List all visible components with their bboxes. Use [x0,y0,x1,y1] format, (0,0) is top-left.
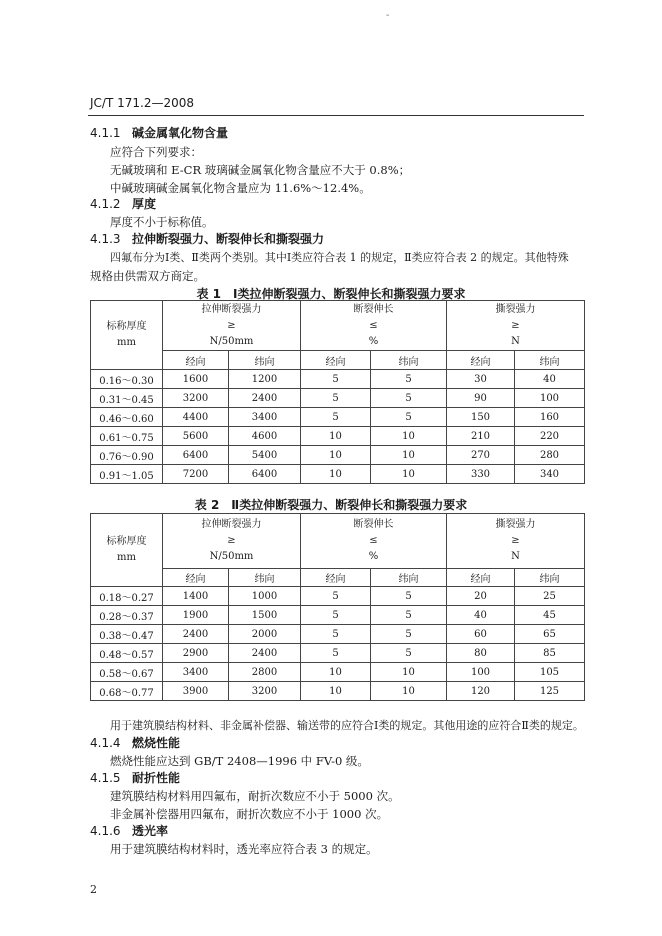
table-row [91,370,585,389]
header-label: 标称厚度 [106,536,147,547]
value-cell: 5 [371,389,447,408]
paragraph: 用于建筑膜结构材料、非金属补偿器、输送带的应符合Ⅰ类的规定。其他用途的应符合Ⅱ类的规定。 [110,719,584,732]
thickness-cell: 0.18～0.27 [91,587,163,606]
value-cell: 1600 [163,370,229,389]
thickness-cell: 0.16～0.30 [91,370,163,389]
table-row [91,427,585,446]
header-label: 断裂伸长 [353,519,394,530]
table-row [91,606,585,625]
section-heading-4-1-4 [90,734,180,751]
header-tear [447,301,585,351]
header-label: 拉伸断裂强力 [201,519,262,530]
header-unit: N/50mm [209,335,254,347]
value-cell: 1900 [163,606,229,625]
thickness-cell: 0.48～0.57 [91,644,163,663]
header-unit: mm [117,552,136,563]
header-label: 断裂伸长 [353,303,394,315]
value-cell: 340 [515,465,585,484]
header-tensile [163,514,301,569]
top-mark: - [386,10,390,21]
section-heading-4-1-6 [90,822,168,839]
thickness-cell: 0.76～0.90 [91,446,163,465]
value-cell: 85 [515,644,585,663]
value-cell: 270 [447,446,515,465]
value-cell: 2400 [229,389,301,408]
section-heading-4-1-3 [90,230,324,247]
value-cell: 120 [447,682,515,701]
header-symbol: ≥ [227,535,236,546]
value-cell: 2400 [163,625,229,644]
value-cell: 10 [301,427,371,446]
header-symbol: ≥ [511,535,520,546]
value-cell: 40 [447,606,515,625]
section-heading-4-1-2 [90,195,156,212]
value-cell: 10 [301,446,371,465]
paragraph: 建筑膜结构材料用四氟布，耐折次数应不小于 5000 次。 [110,789,400,803]
table-row [91,644,585,663]
value-cell: 1400 [163,587,229,606]
value-cell: 65 [515,625,585,644]
thickness-cell: 0.68～0.77 [91,682,163,701]
page-number: 2 [90,883,97,896]
section-heading-4-1-1 [90,124,228,141]
paragraph: 厚度不小于标称值。 [110,215,214,229]
value-cell: 4400 [163,408,229,427]
value-cell: 150 [447,408,515,427]
table-row [91,625,585,644]
subheader-warp: 经向 [163,351,229,370]
table-row [91,389,585,408]
section-number: 4.1.5 [90,771,121,785]
value-cell: 60 [447,625,515,644]
value-cell: 5 [301,606,371,625]
header-symbol: ≥ [511,319,520,331]
value-cell: 10 [301,682,371,701]
header-unit: N [511,335,520,347]
value-cell: 100 [447,663,515,682]
header-unit: % [368,335,379,347]
table-row [91,663,585,682]
section-title: 拉伸断裂强力、断裂伸长和撕裂强力 [132,232,325,246]
header-unit: mm [117,337,136,348]
thickness-cell: 0.38～0.47 [91,625,163,644]
value-cell: 3200 [229,682,301,701]
value-cell: 4600 [229,427,301,446]
thickness-cell: 0.31～0.45 [91,389,163,408]
value-cell: 1000 [229,587,301,606]
section-number: 4.1.6 [90,824,121,838]
value-cell: 220 [515,427,585,446]
value-cell: 10 [371,427,447,446]
value-cell: 40 [515,370,585,389]
value-cell: 10 [371,465,447,484]
value-cell: 30 [447,370,515,389]
value-cell: 125 [515,682,585,701]
value-cell: 3400 [229,408,301,427]
value-cell: 10 [371,446,447,465]
header-label: 撕裂强力 [495,303,536,315]
value-cell: 3900 [163,682,229,701]
subheader-warp: 经向 [447,569,515,587]
table-row [91,587,585,606]
section-title: 碱金属氧化物含量 [132,126,229,140]
header-unit: N [511,551,520,562]
value-cell: 280 [515,446,585,465]
header-thickness [91,301,163,370]
subheader-warp: 经向 [447,351,515,370]
value-cell: 210 [447,427,515,446]
value-cell: 10 [301,465,371,484]
subheader-weft: 纬向 [515,569,585,587]
thickness-cell: 0.28～0.37 [91,606,163,625]
subheader-weft: 纬向 [371,351,447,370]
section-number: 4.1.4 [90,736,121,750]
value-cell: 45 [515,606,585,625]
thickness-cell: 0.61～0.75 [91,427,163,446]
header-elongation [301,514,447,569]
subheader-weft: 纬向 [371,569,447,587]
header-elongation [301,301,447,351]
value-cell: 80 [447,644,515,663]
value-cell: 5 [371,644,447,663]
value-cell: 5 [301,644,371,663]
table-row [91,465,585,484]
value-cell: 2400 [229,644,301,663]
table2 [90,513,585,701]
section-title: 透光率 [132,824,169,838]
value-cell: 5 [301,370,371,389]
header-label: 撕裂强力 [495,519,536,530]
value-cell: 10 [371,663,447,682]
value-cell: 105 [515,663,585,682]
paragraph: 用于建筑膜结构材料时，透光率应符合表 3 的规定。 [110,842,378,856]
paragraph: 四氟布分为Ⅰ类、Ⅱ类两个类别。其中Ⅰ类应符合表 1 的规定，Ⅱ类应符合表 2 的规定。其他特殊 [110,251,569,264]
value-cell: 5600 [163,427,229,446]
section-title: 厚度 [132,197,157,211]
header-symbol: ≤ [369,535,378,546]
value-cell: 2000 [229,625,301,644]
paragraph: 应符合下列要求： [110,145,202,159]
value-cell: 10 [301,663,371,682]
header-tear [447,514,585,569]
header-unit: % [368,551,379,562]
value-cell: 6400 [163,446,229,465]
thickness-cell: 0.46～0.60 [91,408,163,427]
thickness-cell: 0.58～0.67 [91,663,163,682]
table-row [91,408,585,427]
value-cell: 5 [371,587,447,606]
header-thickness [91,514,163,587]
value-cell: 2900 [163,644,229,663]
subheader-warp: 经向 [163,569,229,587]
table-row [91,446,585,465]
paragraph: 无碱玻璃和 E-CR 玻璃碱金属氧化物含量应不大于 0.8%； [110,163,411,177]
subheader-warp: 经向 [301,569,371,587]
header-symbol: ≤ [369,319,378,331]
paragraph: 燃烧性能应达到 GB/T 2408—1996 中 FV-0 级。 [110,754,369,768]
header-unit: N/50mm [209,551,254,562]
table1-caption: 表 1 Ⅰ类拉伸断裂强力、断裂伸长和撕裂强力要求 [196,287,466,301]
section-heading-4-1-5 [90,769,180,786]
header-label: 标称厚度 [106,321,147,332]
section-title: 耐折性能 [132,771,181,785]
value-cell: 5 [301,408,371,427]
value-cell: 5 [301,587,371,606]
table2-caption: 表 2 Ⅱ类拉伸断裂强力、断裂伸长和撕裂强力要求 [194,498,468,512]
subheader-weft: 纬向 [229,569,301,587]
table-row [91,682,585,701]
value-cell: 5 [301,625,371,644]
table1 [90,300,585,484]
value-cell: 330 [447,465,515,484]
header-rule [88,115,584,116]
header-symbol: ≥ [227,319,236,331]
value-cell: 5 [371,408,447,427]
section-title: 燃烧性能 [132,736,181,750]
section-number: 4.1.3 [90,232,121,246]
paragraph: 规格由供需双方商定。 [90,269,205,283]
header-label: 拉伸断裂强力 [201,303,262,315]
header-tensile [163,301,301,351]
page-header: JC/T 171.2—2008 [90,96,194,110]
value-cell: 5 [371,625,447,644]
subheader-warp: 经向 [301,351,371,370]
value-cell: 5 [371,606,447,625]
value-cell: 10 [371,682,447,701]
section-number: 4.1.2 [90,197,121,211]
value-cell: 3400 [163,663,229,682]
value-cell: 1500 [229,606,301,625]
section-number: 4.1.1 [90,126,121,140]
value-cell: 3200 [163,389,229,408]
value-cell: 5 [301,389,371,408]
value-cell: 2800 [229,663,301,682]
value-cell: 160 [515,408,585,427]
value-cell: 90 [447,389,515,408]
paragraph: 中碱玻璃碱金属氧化物含量应为 11.6%～12.4%。 [110,181,371,195]
value-cell: 5 [371,370,447,389]
subheader-weft: 纬向 [229,351,301,370]
paragraph: 非金属补偿器用四氟布，耐折次数应不小于 1000 次。 [110,807,389,821]
value-cell: 6400 [229,465,301,484]
subheader-weft: 纬向 [515,351,585,370]
value-cell: 20 [447,587,515,606]
value-cell: 5400 [229,446,301,465]
value-cell: 25 [515,587,585,606]
value-cell: 1200 [229,370,301,389]
value-cell: 100 [515,389,585,408]
thickness-cell: 0.91～1.05 [91,465,163,484]
value-cell: 7200 [163,465,229,484]
